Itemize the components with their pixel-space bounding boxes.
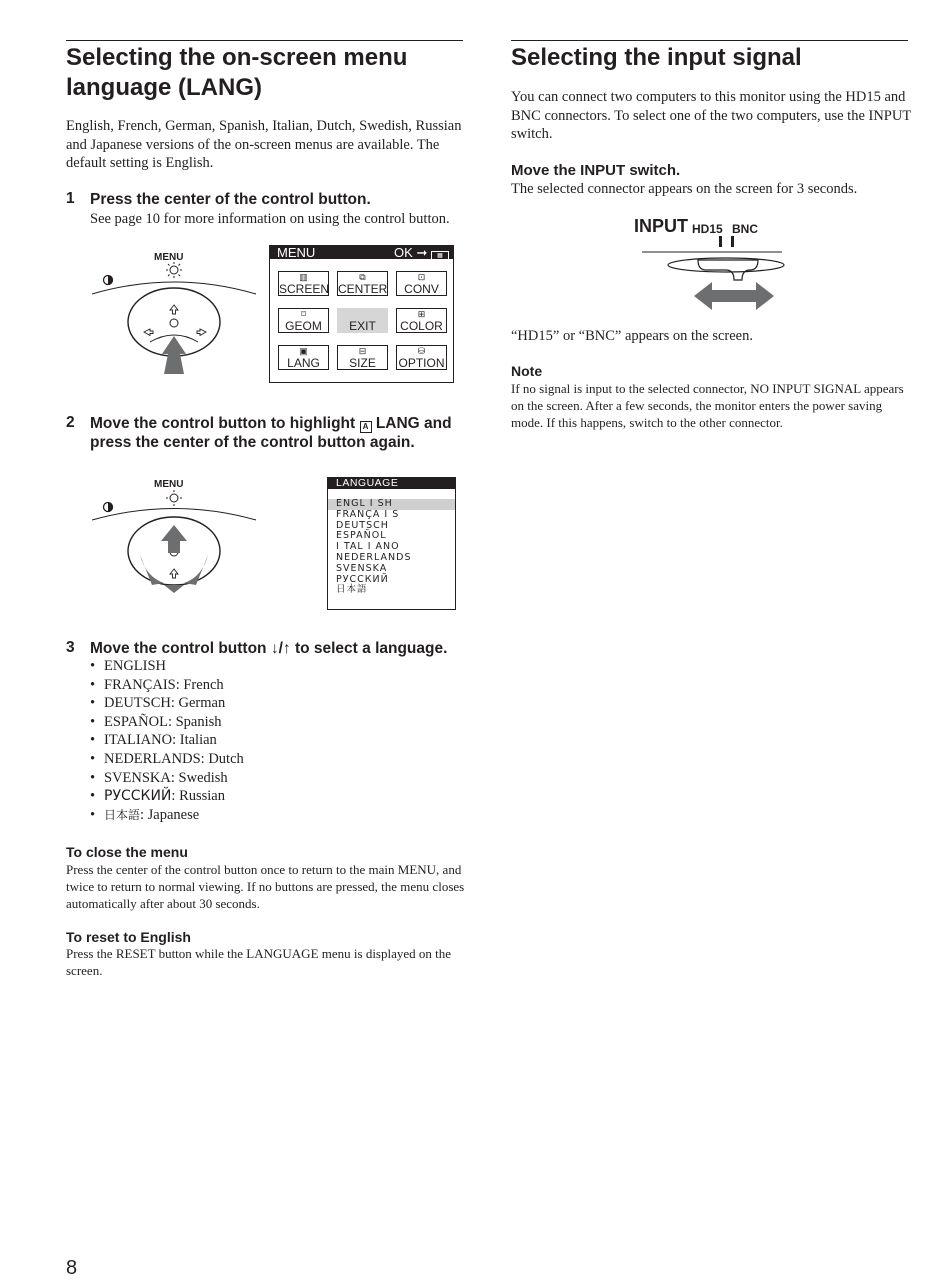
language-native-name: 日本語: [104, 807, 141, 822]
section-title-language: [66, 43, 466, 103]
language-meaning: : Japanese: [140, 806, 200, 823]
language-bullet-list: [90, 657, 450, 824]
title-line-1: Selecting the on-screen menu: [66, 44, 408, 71]
language-meaning: : Russian: [171, 788, 225, 805]
step-3-title-post: to select a language.: [294, 640, 448, 657]
menu-item-exit: [337, 308, 388, 333]
language-native-name: ENGLISH: [104, 658, 167, 674]
control-button-drawing: [90, 250, 265, 380]
step-1-title: Press the center of the control button.: [90, 191, 371, 208]
list-item: [90, 787, 450, 806]
language-screen: [327, 477, 456, 610]
language-native-name: РУССКИЙ: [104, 788, 172, 805]
menu-item-size: [337, 345, 388, 370]
language-native-name: ESPAÑOL: [104, 713, 168, 730]
menu-item-label: SCREEN: [279, 282, 330, 296]
menu-screen-title: MENU: [277, 245, 316, 260]
menu-key-icon: ▦: [431, 251, 449, 262]
move-input-heading: Move the INPUT switch.: [511, 162, 681, 179]
language-option: DEUTSCH: [336, 519, 389, 531]
control-button-figure-1: [90, 250, 265, 380]
brightness-icon: [166, 262, 182, 278]
step-3-title-pre: Move the control button: [90, 640, 267, 657]
menu-item-geom: [278, 308, 329, 333]
lang-icon: ▣: [299, 346, 308, 356]
list-item: [90, 694, 450, 713]
language-option: ENGL I SH: [328, 499, 455, 510]
contrast-icon: [104, 503, 113, 512]
note-text: If no signal is input to the selected connector, NO INPUT SIGNAL appears on the screen. After a few seconds, the monitor enters the power saving mode. If this happens, switch to the other connector.: [511, 381, 904, 430]
list-item: [90, 806, 450, 825]
menu-item-color: [396, 308, 447, 333]
arrow-right-icon: ➞: [416, 245, 428, 260]
language-meaning: : Swedish: [170, 769, 228, 786]
size-icon: ⊟: [358, 346, 367, 356]
menu-item-label: EXIT: [349, 319, 376, 333]
menu-item-label: LANG: [287, 356, 320, 370]
step-2-title: [90, 414, 470, 452]
step-2-title-pre: Move the control button to highlight: [90, 415, 356, 432]
step-2-number: 2: [66, 414, 75, 431]
language-native-name: DEUTSCH: [104, 695, 171, 712]
title-line-2: language (LANG): [66, 74, 262, 101]
menu-button-label: MENU: [154, 252, 184, 263]
menu-item-conv: [396, 271, 447, 296]
language-native-name: SVENSKA: [104, 769, 171, 786]
brightness-icon: [166, 490, 182, 506]
bnc-label: BNC: [732, 222, 758, 236]
input-label: INPUT: [634, 216, 688, 236]
move-input-text: The selected connector appears on the screen for 3 seconds.: [511, 181, 858, 197]
language-meaning: : German: [170, 695, 226, 712]
menu-item-lang: [278, 345, 329, 370]
input-switch-figure: [630, 214, 800, 314]
note-heading: Note: [511, 363, 543, 379]
menu-item-screen: [278, 271, 329, 296]
language-option: FRANÇA I S: [336, 508, 400, 520]
language-native-name: FRANÇAIS: [104, 676, 176, 693]
menu-item-label: COLOR: [400, 319, 443, 333]
list-item: [90, 750, 450, 769]
menu-screen-header: [270, 246, 453, 259]
step-3-title: [90, 639, 470, 658]
down-up-arrows-icon: ↓/↑: [270, 640, 291, 657]
language-meaning: : Dutch: [200, 750, 244, 767]
step-2-title-post: LANG and: [375, 415, 452, 432]
appears-text: “HD15” or “BNC” appears on the screen.: [511, 328, 753, 344]
menu-button-label: MENU: [154, 479, 184, 490]
language-intro: English, French, German, Spanish, Italian, Dutch, Swedish, Russian and Japanese versions of the on-screen menus are available. The default setting is English.: [66, 118, 462, 171]
section-title-input: Selecting the input signal: [511, 44, 802, 71]
language-option: I TAL I ANO: [336, 541, 400, 553]
language-list: [328, 499, 455, 596]
conv-icon: ⊡: [417, 272, 426, 282]
close-menu-heading: To close the menu: [66, 844, 188, 860]
input-switch-drawing: [630, 214, 800, 314]
menu-ok-indicator: [394, 246, 449, 259]
menu-item-center: [337, 271, 388, 296]
page-number: 8: [66, 1257, 78, 1279]
screen-icon: ▥: [299, 272, 308, 282]
language-option: NEDERLANDS: [336, 551, 412, 563]
center-icon: ⧉: [359, 272, 366, 282]
menu-item-option: [396, 345, 447, 370]
language-native-name: ITALIANO: [104, 732, 173, 749]
step-3-number: 3: [66, 639, 75, 656]
hd15-label: HD15: [692, 222, 723, 236]
menu-screen: [269, 245, 454, 383]
left-title-rule: [66, 40, 463, 41]
list-item: [90, 713, 450, 732]
menu-item-label: CENTER: [338, 282, 388, 296]
ok-label: OK: [394, 245, 413, 260]
language-option: ESPAÑOL: [336, 530, 387, 542]
geom-icon: ⌑: [301, 309, 306, 319]
step-2-title-line2: press the center of the control button again.: [90, 434, 415, 451]
contrast-icon: [104, 276, 113, 285]
option-icon: ⛁: [417, 346, 426, 356]
reset-heading: To reset to English: [66, 929, 191, 945]
language-meaning: : Spanish: [167, 713, 222, 730]
language-option: SVENSKA: [336, 562, 388, 574]
menu-item-label: CONV: [404, 282, 439, 296]
language-meaning: : French: [175, 676, 224, 693]
right-title-rule: [511, 40, 908, 41]
list-item: [90, 731, 450, 750]
list-item: [90, 657, 450, 676]
list-item: [90, 676, 450, 695]
list-item: [90, 769, 450, 788]
menu-item-label: SIZE: [349, 356, 376, 370]
control-button-drawing: [90, 477, 265, 597]
reset-text: Press the RESET button while the LANGUAGE menu is displayed on the screen.: [66, 946, 452, 978]
language-meaning: : Italian: [172, 732, 217, 749]
language-native-name: NEDERLANDS: [104, 750, 201, 767]
language-screen-header: LANGUAGE: [328, 478, 455, 489]
menu-item-label: OPTION: [398, 356, 445, 370]
close-menu-text: Press the center of the control button once to return to the main MENU, and twice to return to normal viewing. If no buttons are pressed, the menu closes automatically after about 30 seconds.: [66, 862, 465, 911]
step-1-number: 1: [66, 190, 75, 207]
language-option: 日本語: [336, 584, 368, 596]
lang-icon: A: [360, 421, 372, 433]
color-icon: ⊞: [417, 309, 426, 319]
menu-item-label: GEOM: [285, 319, 322, 333]
step-1-text: See page 10 for more information on using the control button.: [90, 211, 450, 227]
language-option: РУССКИЙ: [336, 573, 389, 585]
input-intro: You can connect two computers to this monitor using the HD15 and BNC connectors. To select one of the two computers, use the INPUT switch.: [511, 89, 911, 142]
control-button-figure-2: [90, 477, 265, 597]
